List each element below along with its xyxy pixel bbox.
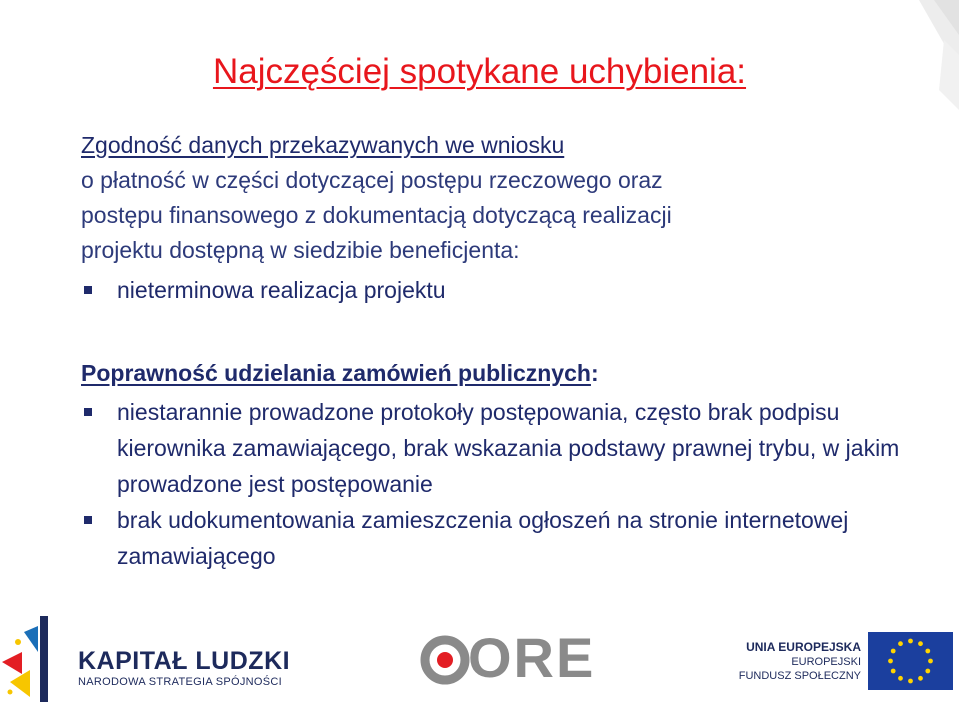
- list-item-text: brak udokumentowania zamieszczenia ogłoszeń na stronie internetowej zamawiającego: [117, 507, 849, 569]
- page-title: Najczęściej spotykane uchybienia:: [212, 52, 747, 91]
- kapital-ludzki-logo-icon: [0, 612, 70, 705]
- eu-flag-icon: [868, 632, 953, 690]
- section-1-heading: [81, 128, 911, 268]
- square-bullet-icon: [84, 408, 92, 416]
- kapital-ludzki-title: KAPITAŁ LUDZKI: [78, 647, 291, 675]
- list-item: [81, 272, 921, 308]
- ore-logo-text: ORE: [468, 626, 596, 689]
- section-2-heading-text: Poprawność udzielania zamówień publicznych: [81, 360, 591, 386]
- kapital-ludzki-text: [78, 647, 290, 689]
- eu-line-2: EUROPEJSKI: [791, 656, 861, 668]
- list-item-text: nieterminowa realizacja projektu: [117, 277, 446, 303]
- section-1-heading-line: postępu finansowego z dokumentacją dotyczącą realizacji: [81, 202, 672, 228]
- section-1-heading-line: Zgodność danych przekazywanych we wniosku: [81, 132, 565, 158]
- section-2-heading: [81, 356, 911, 391]
- eu-line-3: FUNDUSZ SPOŁECZNY: [738, 670, 861, 682]
- kapital-ludzki-subtitle: NARODOWA STRATEGIA SPÓJNOŚCI: [78, 676, 282, 688]
- section-2-heading-suffix: :: [590, 360, 599, 386]
- section-1-heading-line: o płatność w części dotyczącej postępu rzeczowego oraz: [81, 167, 663, 193]
- ore-logo-icon: [420, 630, 470, 690]
- square-bullet-icon: [84, 286, 92, 294]
- section-1-heading-line: projektu dostępną w siedzibie beneficjenta:: [81, 237, 520, 263]
- list-item: [81, 502, 921, 574]
- section-1-bullet-list: [81, 272, 921, 308]
- eu-line-1: UNIA EUROPEJSKA: [746, 640, 861, 654]
- eu-text: [739, 640, 861, 683]
- footer-logos: [0, 612, 959, 705]
- list-item-text: niestarannie prowadzone protokoły postępowania, często brak podpisu kierownika zamawiającego, brak wskazania podstawy prawnej trybu, w jakim prowadzone jest postępowanie: [117, 399, 900, 497]
- list-item: [81, 394, 921, 502]
- section-2-bullet-list: [81, 394, 921, 574]
- square-bullet-icon: [84, 516, 92, 524]
